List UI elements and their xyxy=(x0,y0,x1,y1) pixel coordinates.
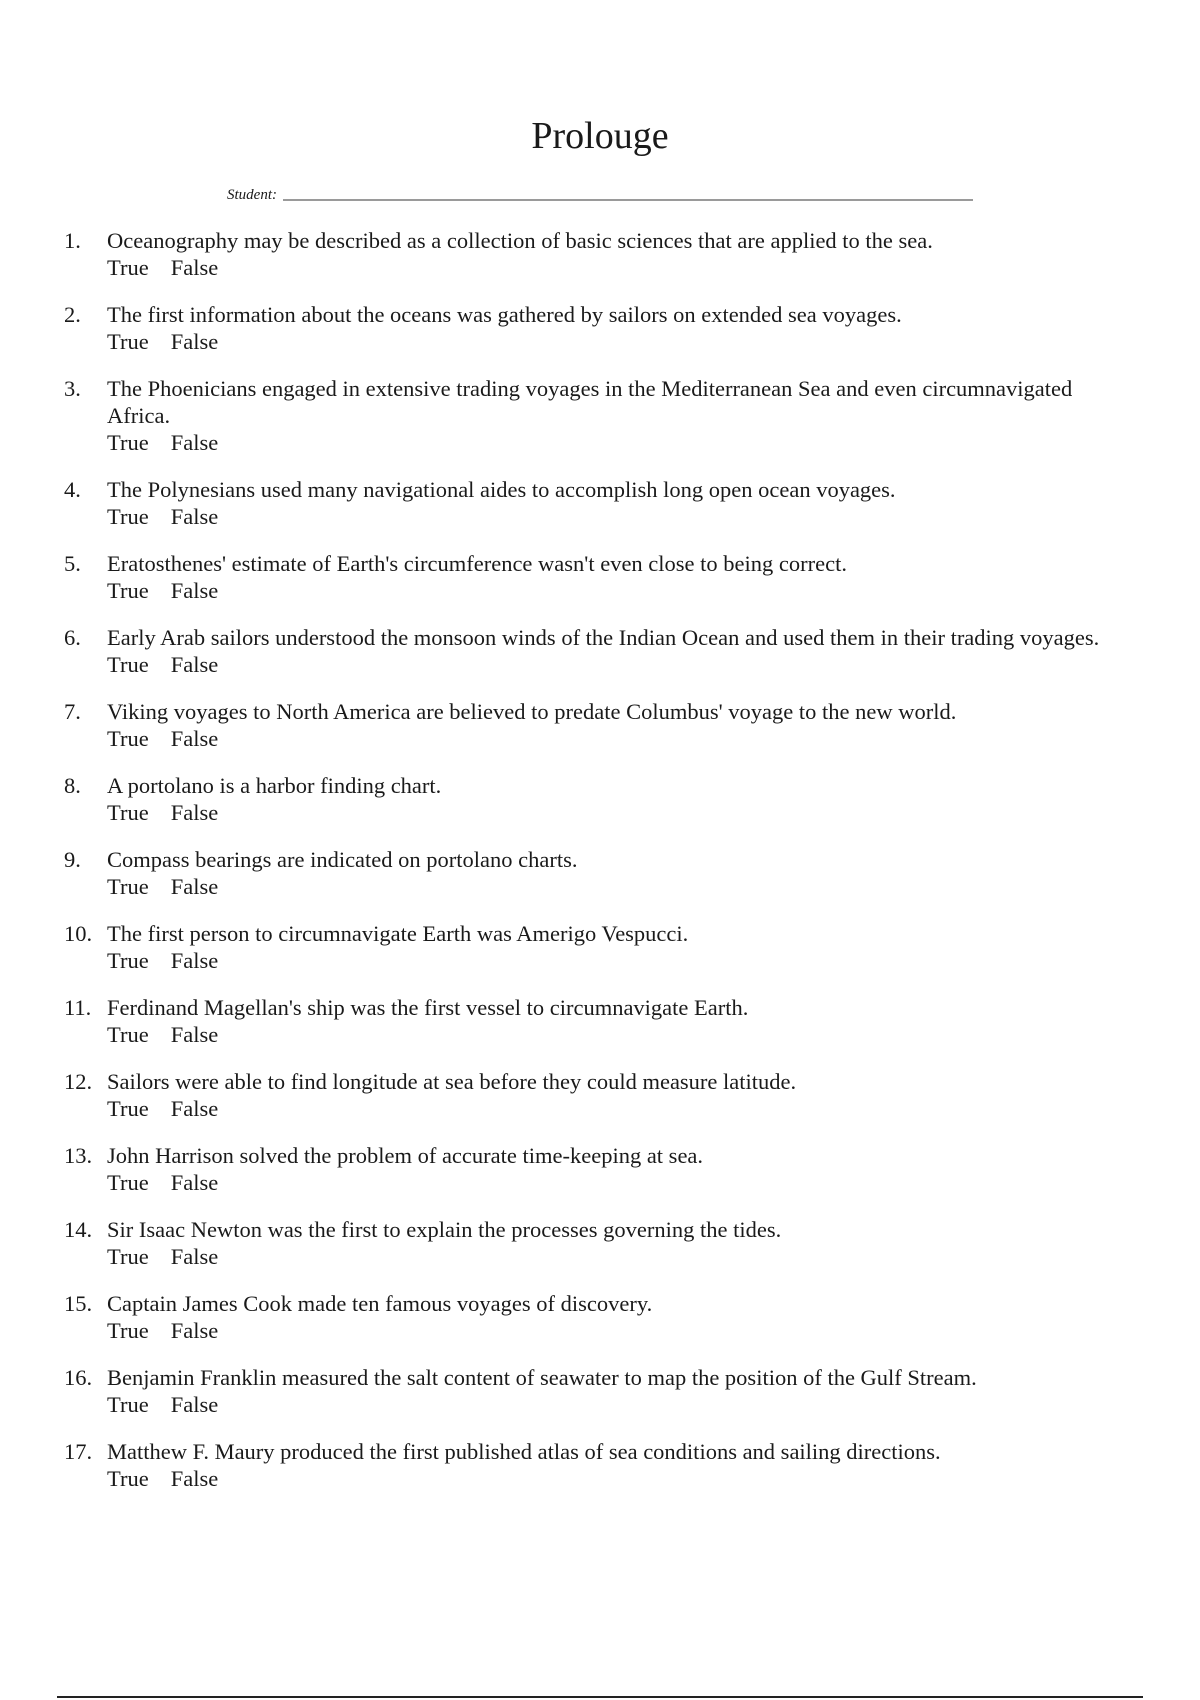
question-item xyxy=(64,1364,1124,1418)
choice-true[interactable]: True xyxy=(107,578,149,603)
choice-true[interactable]: True xyxy=(107,652,149,677)
choice-true[interactable]: True xyxy=(107,800,149,825)
answer-choices xyxy=(107,1391,1124,1418)
question-text: The first person to circumnavigate Earth was Amerigo Vespucci. xyxy=(107,921,689,946)
question-item xyxy=(64,375,1124,456)
question-body xyxy=(107,1364,1124,1418)
question-number: 9. xyxy=(64,847,81,872)
answer-choices xyxy=(107,873,1124,900)
question-body xyxy=(107,772,1124,826)
choice-true[interactable]: True xyxy=(107,430,149,455)
answer-choices xyxy=(107,429,1124,456)
question-body xyxy=(107,1216,1124,1270)
choice-true[interactable]: True xyxy=(107,1318,149,1343)
question-number: 8. xyxy=(64,773,81,798)
choice-false[interactable]: False xyxy=(170,1096,219,1121)
choice-false[interactable]: False xyxy=(170,1244,219,1269)
question-body xyxy=(107,624,1124,678)
footer-divider xyxy=(57,1696,1143,1698)
question-number: 14. xyxy=(64,1217,93,1242)
choice-true[interactable]: True xyxy=(107,1466,149,1491)
question-number: 6. xyxy=(64,625,81,650)
question-body xyxy=(107,1438,1124,1492)
choice-false[interactable]: False xyxy=(170,1318,219,1343)
answer-choices xyxy=(107,1021,1124,1048)
question-number: 3. xyxy=(64,376,81,401)
question-item xyxy=(64,624,1124,678)
question-item xyxy=(64,698,1124,752)
choice-false[interactable]: False xyxy=(170,1170,219,1195)
question-text: Ferdinand Magellan's ship was the first vessel to circumnavigate Earth. xyxy=(107,995,749,1020)
answer-choices xyxy=(107,254,1124,281)
question-number: 5. xyxy=(64,551,81,576)
question-text: The first information about the oceans was gathered by sailors on extended sea voyages. xyxy=(107,302,902,327)
question-item xyxy=(64,1216,1124,1270)
question-body xyxy=(107,698,1124,752)
answer-choices xyxy=(107,799,1124,826)
question-item xyxy=(64,1142,1124,1196)
question-text: A portolano is a harbor finding chart. xyxy=(107,773,442,798)
question-item xyxy=(64,1438,1124,1492)
question-text: Sir Isaac Newton was the first to explain the processes governing the tides. xyxy=(107,1217,782,1242)
answer-choices xyxy=(107,577,1124,604)
choice-true[interactable]: True xyxy=(107,1096,149,1121)
question-text: John Harrison solved the problem of accurate time-keeping at sea. xyxy=(107,1143,704,1168)
page-title: Prolouge xyxy=(531,115,669,157)
question-body xyxy=(107,1290,1124,1344)
question-item xyxy=(64,476,1124,530)
answer-choices xyxy=(107,1465,1124,1492)
question-text: Eratosthenes' estimate of Earth's circumference wasn't even close to being correct. xyxy=(107,551,847,576)
answer-choices xyxy=(107,947,1124,974)
question-number: 4. xyxy=(64,477,81,502)
question-item xyxy=(64,920,1124,974)
choice-false[interactable]: False xyxy=(170,652,219,677)
question-body xyxy=(107,375,1124,456)
question-number: 10. xyxy=(64,921,93,946)
choice-true[interactable]: True xyxy=(107,329,149,354)
question-item xyxy=(64,846,1124,900)
question-item xyxy=(64,994,1124,1048)
choice-false[interactable]: False xyxy=(170,800,219,825)
choice-false[interactable]: False xyxy=(170,1466,219,1491)
choice-true[interactable]: True xyxy=(107,874,149,899)
choice-false[interactable]: False xyxy=(170,948,219,973)
question-text: Oceanography may be described as a collection of basic sciences that are applied to the sea. xyxy=(107,228,933,253)
question-number: 13. xyxy=(64,1143,93,1168)
question-list xyxy=(64,227,1124,1512)
question-number: 2. xyxy=(64,302,81,327)
choice-false[interactable]: False xyxy=(170,430,219,455)
question-item xyxy=(64,1290,1124,1344)
answer-choices xyxy=(107,503,1124,530)
choice-false[interactable]: False xyxy=(170,578,219,603)
question-text: Benjamin Franklin measured the salt content of seawater to map the position of the Gulf Stream. xyxy=(107,1365,977,1390)
choice-false[interactable]: False xyxy=(170,874,219,899)
question-text: Compass bearings are indicated on portolano charts. xyxy=(107,847,578,872)
question-number: 15. xyxy=(64,1291,93,1316)
choice-false[interactable]: False xyxy=(170,1392,219,1417)
student-name-row xyxy=(227,184,973,204)
choice-true[interactable]: True xyxy=(107,1170,149,1195)
choice-false[interactable]: False xyxy=(170,504,219,529)
question-body xyxy=(107,550,1124,604)
question-text: Matthew F. Maury produced the first published atlas of sea conditions and sailing directions. xyxy=(107,1439,941,1464)
answer-choices xyxy=(107,1095,1124,1122)
question-text: The Polynesians used many navigational aides to accomplish long open ocean voyages. xyxy=(107,477,896,502)
choice-true[interactable]: True xyxy=(107,1022,149,1047)
question-item xyxy=(64,1068,1124,1122)
question-number: 16. xyxy=(64,1365,93,1390)
choice-true[interactable]: True xyxy=(107,948,149,973)
choice-false[interactable]: False xyxy=(170,255,219,280)
choice-false[interactable]: False xyxy=(170,1022,219,1047)
answer-choices xyxy=(107,651,1124,678)
question-body xyxy=(107,994,1124,1048)
question-item xyxy=(64,550,1124,604)
choice-false[interactable]: False xyxy=(170,726,219,751)
student-label: Student: xyxy=(227,187,277,203)
question-number: 11. xyxy=(64,995,92,1020)
student-name-line[interactable] xyxy=(283,199,973,201)
question-body xyxy=(107,301,1124,355)
choice-false[interactable]: False xyxy=(170,329,219,354)
choice-true[interactable]: True xyxy=(107,1244,149,1269)
question-text: Early Arab sailors understood the monsoon winds of the Indian Ocean and used them in their trading voyages. xyxy=(107,625,1100,650)
question-body xyxy=(107,1142,1124,1196)
question-body xyxy=(107,476,1124,530)
choice-true[interactable]: True xyxy=(107,726,149,751)
question-number: 12. xyxy=(64,1069,93,1094)
question-body xyxy=(107,920,1124,974)
question-body xyxy=(107,1068,1124,1122)
answer-choices xyxy=(107,1169,1124,1196)
question-text: Sailors were able to find longitude at sea before they could measure latitude. xyxy=(107,1069,797,1094)
question-item xyxy=(64,772,1124,826)
answer-choices xyxy=(107,725,1124,752)
question-item xyxy=(64,301,1124,355)
question-number: 17. xyxy=(64,1439,93,1464)
question-item xyxy=(64,227,1124,281)
question-text: Viking voyages to North America are believed to predate Columbus' voyage to the new world. xyxy=(107,699,957,724)
choice-true[interactable]: True xyxy=(107,255,149,280)
choice-true[interactable]: True xyxy=(107,1392,149,1417)
question-body xyxy=(107,846,1124,900)
choice-true[interactable]: True xyxy=(107,504,149,529)
answer-choices xyxy=(107,1243,1124,1270)
question-number: 7. xyxy=(64,699,81,724)
question-number: 1. xyxy=(64,228,81,253)
answer-choices xyxy=(107,1317,1124,1344)
question-body xyxy=(107,227,1124,281)
answer-choices xyxy=(107,328,1124,355)
question-text: The Phoenicians engaged in extensive trading voyages in the Mediterranean Sea and even circumnavigated Africa. xyxy=(107,376,1073,428)
question-text: Captain James Cook made ten famous voyages of discovery. xyxy=(107,1291,653,1316)
